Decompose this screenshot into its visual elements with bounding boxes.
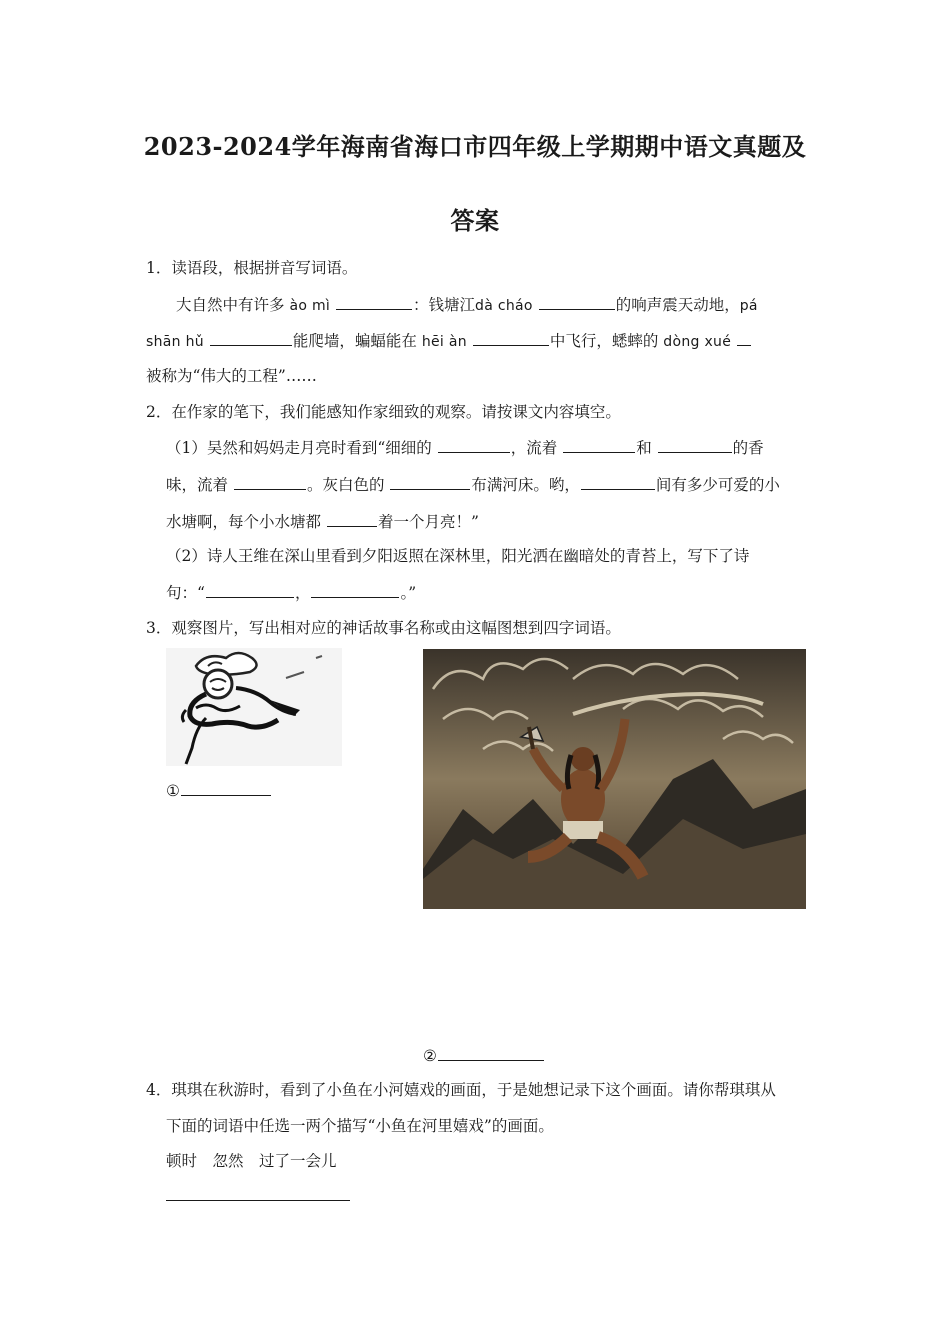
q2-text: ，流着 bbox=[510, 439, 558, 457]
pinyin-hint: pá bbox=[739, 298, 758, 314]
answer-blank[interactable] bbox=[473, 330, 549, 346]
page-title-line1: 2023-2024学年海南省海口市四年级上学期期中语文真题及 bbox=[143, 132, 807, 161]
q2-part1-line3 bbox=[166, 511, 479, 532]
q2-text: 味，流着 bbox=[166, 476, 229, 494]
q2-part2-line2 bbox=[166, 582, 416, 603]
q3-answer-2 bbox=[423, 1045, 545, 1066]
q2-text: 。灰白色的 bbox=[306, 476, 385, 494]
q1-line1 bbox=[176, 294, 758, 316]
q2-text: 和 bbox=[636, 439, 652, 457]
answer-blank[interactable] bbox=[336, 294, 412, 310]
q1-stem: 1．读语段，根据拼音写词语。 bbox=[146, 259, 358, 277]
q1-text: 大自然中有许多 bbox=[176, 296, 285, 314]
q2-text: 的香 bbox=[732, 439, 764, 457]
answer-blank[interactable] bbox=[737, 330, 751, 346]
q1-text: 能爬墙，蝙蝠能在 bbox=[292, 332, 417, 350]
answer-blank[interactable] bbox=[181, 780, 271, 796]
pinyin-hint: ào mì bbox=[289, 298, 331, 314]
answer-blank[interactable] bbox=[658, 437, 732, 453]
q1-line3: 被称为“伟大的工程”…… bbox=[146, 367, 317, 385]
pinyin-hint: dòng xué bbox=[663, 334, 732, 350]
answer-blank[interactable] bbox=[210, 330, 292, 346]
q3-stem: 3．观察图片，写出相对应的神话故事名称或由这幅图想到四字词语。 bbox=[146, 619, 621, 637]
q2-text: 着一个月亮！” bbox=[377, 513, 479, 531]
q1-text: 的响声震天动地， bbox=[615, 296, 740, 314]
q2-text: （1）吴然和妈妈走月亮时看到“细细的 bbox=[166, 439, 432, 457]
q2-text: ， bbox=[294, 584, 311, 602]
pinyin-hint: shān hǔ bbox=[146, 334, 204, 350]
q1-text: 中飞行，蟋蟀的 bbox=[549, 332, 659, 350]
q1-line2 bbox=[146, 330, 752, 352]
q1-text: ：钱塘江 bbox=[413, 296, 476, 314]
q4-stem-line1: 4．琪琪在秋游时，看到了小鱼在小河嬉戏的画面，于是她想记录下这个画面。请你帮琪琪从 bbox=[146, 1081, 776, 1099]
pangu-illustration bbox=[423, 649, 806, 909]
answer-blank[interactable] bbox=[539, 294, 615, 310]
q3-answer-1 bbox=[166, 780, 272, 801]
pinyin-hint: dà cháo bbox=[475, 298, 533, 314]
pinyin-hint: hēi àn bbox=[421, 334, 467, 350]
q2-text: 布满河床。哟， bbox=[471, 476, 580, 494]
q2-part2-line1: （2）诗人王维在深山里看到夕阳返照在深林里，阳光洒在幽暗处的青苔上，写下了诗 bbox=[166, 547, 750, 565]
answer-blank[interactable] bbox=[438, 1045, 544, 1061]
answer-blank[interactable] bbox=[438, 437, 510, 453]
q3-label-1: ① bbox=[166, 782, 180, 800]
q2-stem: 2．在作家的笔下，我们能感知作家细致的观察。请按课文内容填空。 bbox=[146, 403, 621, 421]
q2-text: 水塘啊，每个小水塘都 bbox=[166, 513, 322, 531]
q4-word-options: 顿时 忽然 过了一会儿 bbox=[166, 1152, 337, 1170]
q4-stem-line2: 下面的词语中任选一两个描写“小鱼在河里嬉戏”的画面。 bbox=[166, 1117, 554, 1135]
q2-text: 。” bbox=[400, 584, 417, 602]
q4-answer-line[interactable] bbox=[166, 1200, 350, 1201]
answer-blank[interactable] bbox=[311, 582, 399, 598]
answer-blank[interactable] bbox=[563, 437, 635, 453]
answer-blank[interactable] bbox=[581, 474, 655, 490]
monkey-king-illustration bbox=[166, 648, 342, 766]
q2-text: 间有多少可爱的小 bbox=[655, 476, 780, 494]
page-title-line2: 答案 bbox=[450, 206, 500, 235]
answer-blank[interactable] bbox=[390, 474, 470, 490]
answer-blank[interactable] bbox=[327, 511, 377, 527]
answer-blank[interactable] bbox=[206, 582, 294, 598]
q3-label-2: ② bbox=[423, 1047, 437, 1065]
q2-part1-line1 bbox=[166, 437, 764, 458]
q2-text: 句：“ bbox=[166, 584, 205, 602]
answer-blank[interactable] bbox=[234, 474, 306, 490]
q2-part1-line2 bbox=[166, 474, 780, 495]
